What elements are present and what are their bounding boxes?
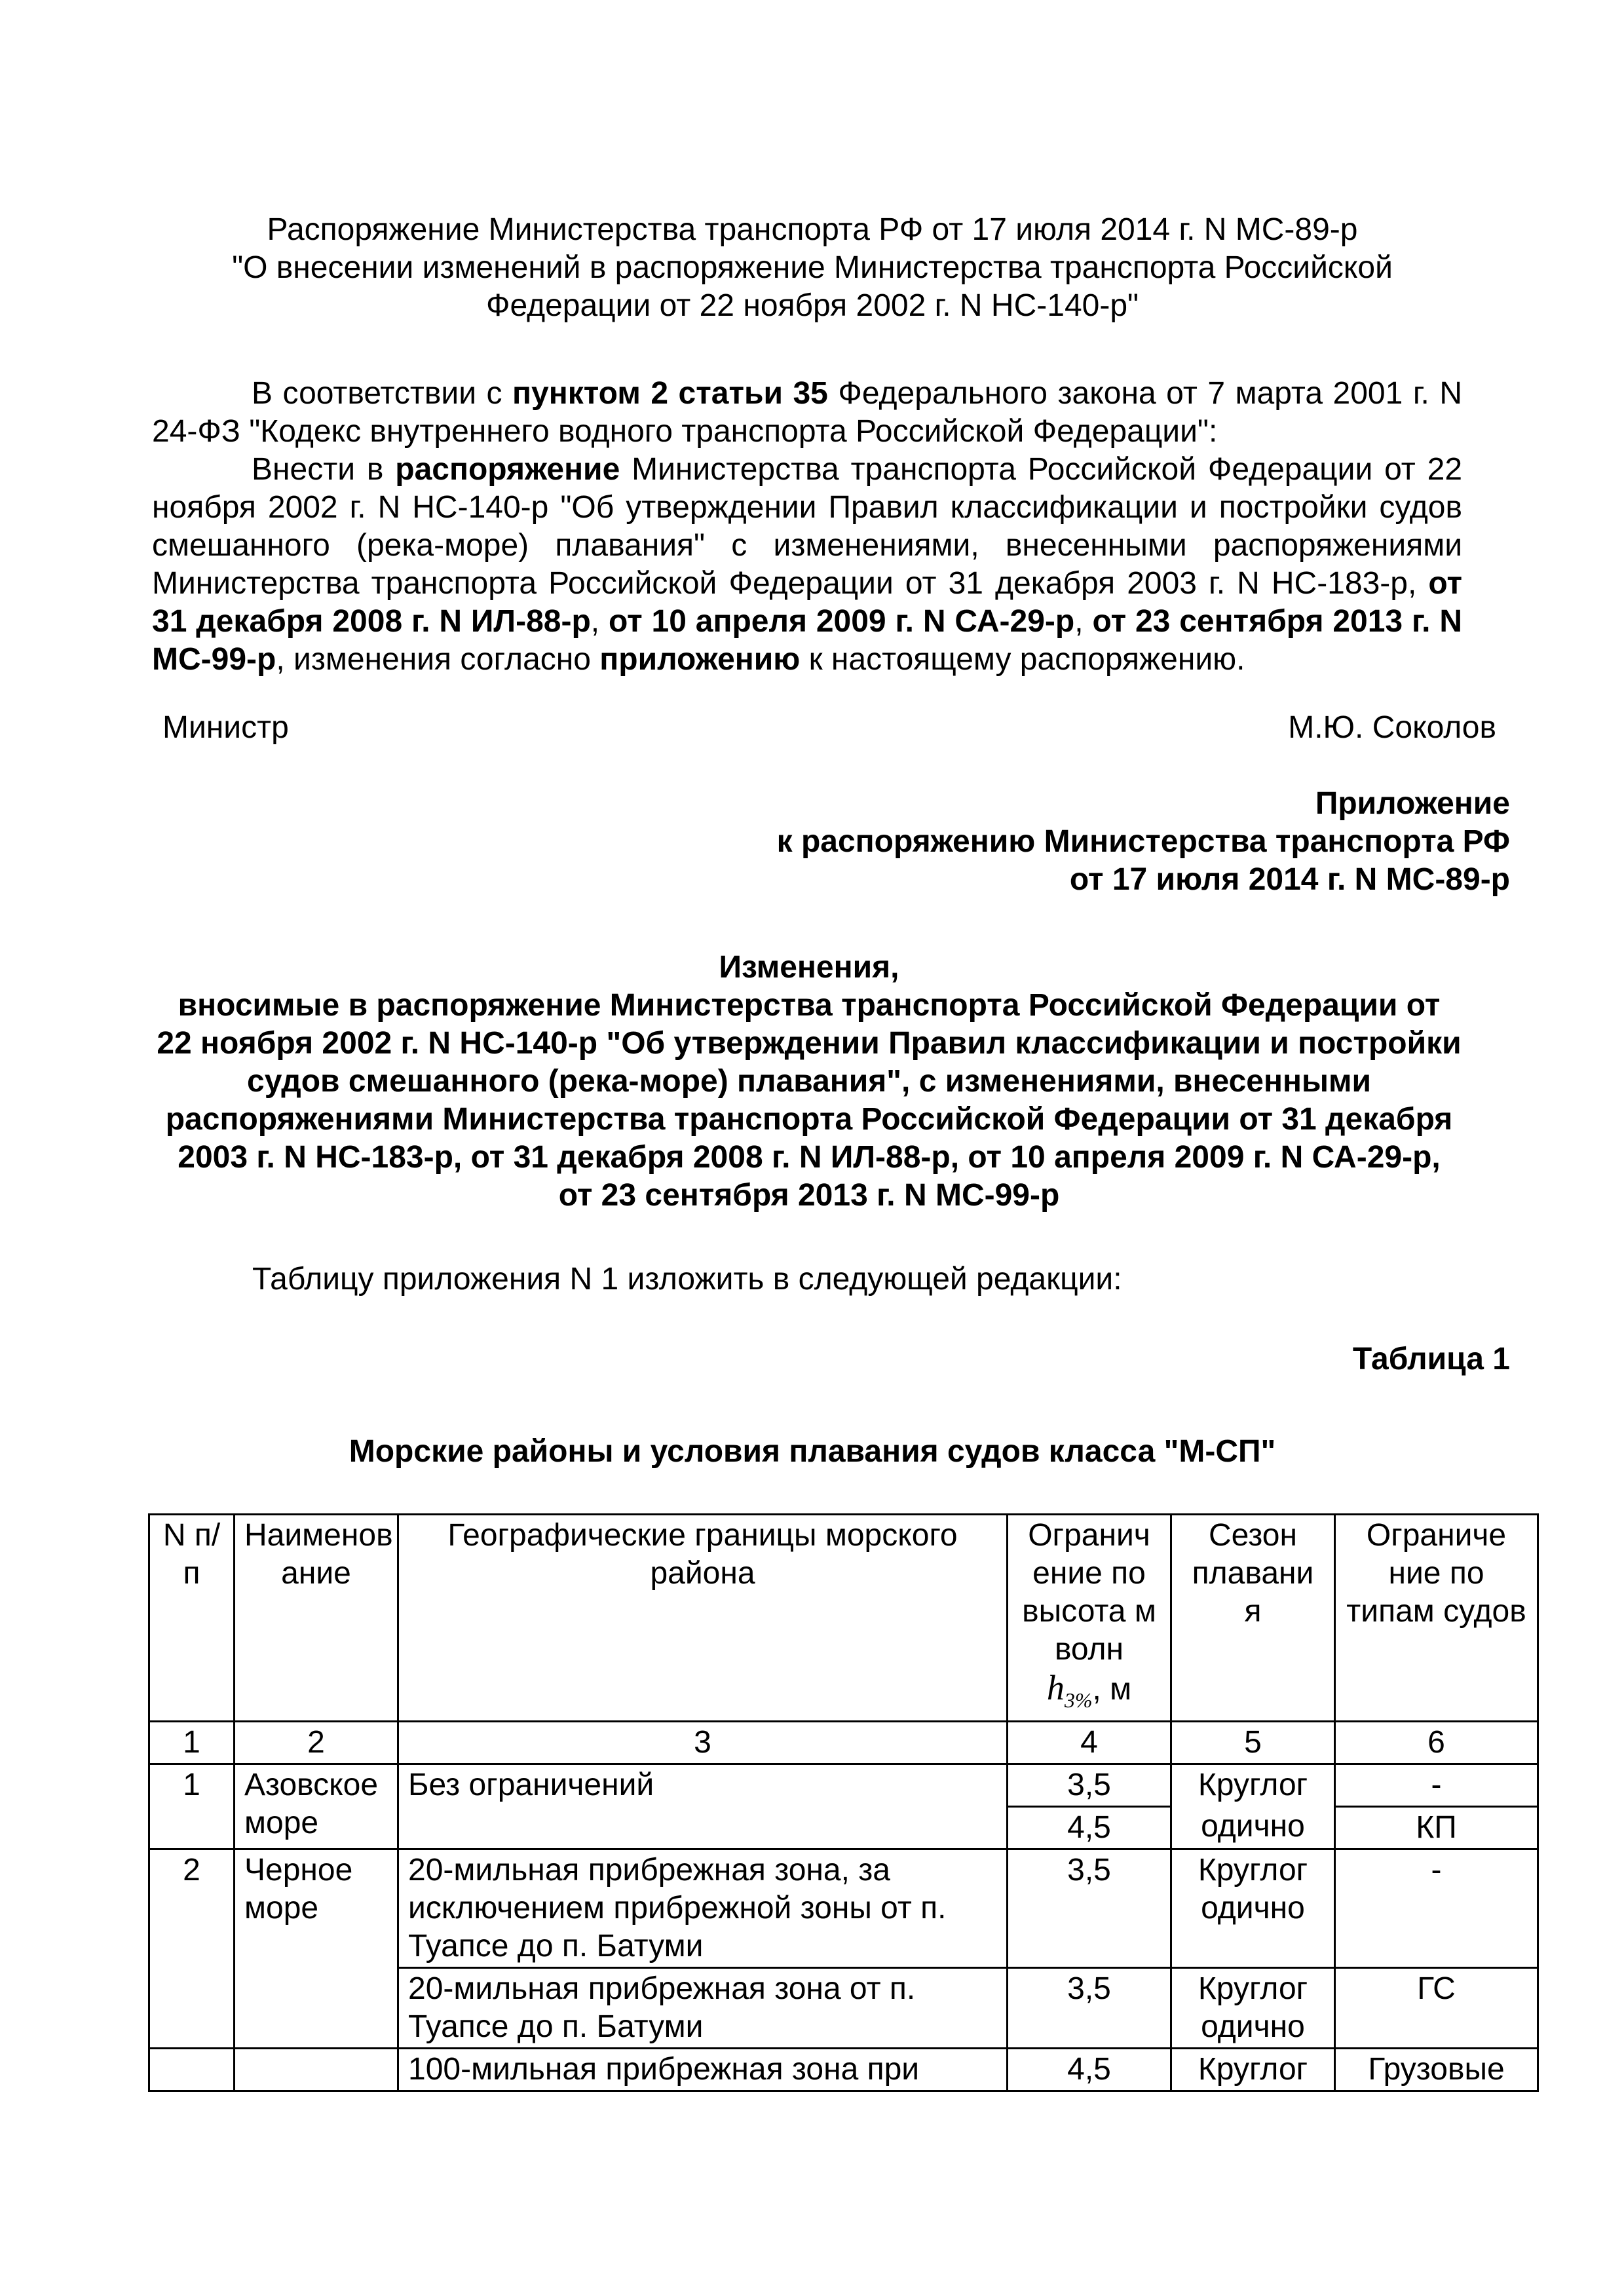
document-header	[170, 211, 1454, 325]
appendix-line-3: от 17 июля 2014 г. N МС-89-р	[1069, 862, 1510, 897]
changes-title-line-2: вносимые в распоряжение Министерства транспорта Российской Федерации от	[178, 988, 1441, 1023]
intro-text: В соответствии с	[252, 376, 513, 411]
header-wave-limit	[1008, 1515, 1171, 1722]
season: Круглог одично	[1171, 1849, 1335, 1967]
signatory-position: Министр	[162, 710, 289, 745]
wave-limit: 3,5	[1008, 1849, 1171, 1967]
table-number: Таблица 1	[1352, 1342, 1510, 1376]
wave-limit: 4,5	[1008, 1806, 1171, 1849]
intro-paragraph-1	[152, 375, 1462, 451]
changes-title-line-5: распоряжениями Министерства транспорта Российской Федерации от 31 декабря	[165, 1102, 1453, 1137]
empty-cell	[149, 2048, 235, 2091]
wave-unit: , м	[1092, 1672, 1132, 1707]
order-2013-link[interactable]: от 23 сентября 2013 г. N МС-99-р	[152, 604, 1463, 677]
header-num: N п/п	[149, 1515, 235, 1722]
header-wave-text: Огранич ение по высота м волн	[1022, 1518, 1156, 1667]
vessel-types: -	[1335, 1849, 1538, 1967]
season: Круглог	[1171, 1764, 1335, 1806]
order-2008-link[interactable]: от 31 декабря 2008 г. N ИЛ-88-р	[152, 566, 1462, 639]
changes-title-line-6: 2003 г. N НС-183-р, от 31 декабря 2008 г. N ИЛ-88-р, от 10 апреля 2009 г. N СА-29-р,	[178, 1140, 1441, 1175]
table-row	[149, 1849, 1538, 1967]
table-row	[149, 1764, 1538, 1806]
intro-text: Министерства транспорта Российской Федерации от 22 ноября 2002 г. N НС-140-р "Об утверждении Правил классификации и постройки судов смешанного (река-море) плавания" с изменениями, внесенными распоряжениями Министерства транспорта Российской Федерации от 31 декабря 2003 г. N НС-183-р,	[152, 452, 1463, 601]
changes-title	[131, 949, 1487, 1215]
area-bounds: 100-мильная прибрежная зона при	[398, 2048, 1008, 2091]
vessel-types: КП	[1335, 1806, 1538, 1849]
vessel-types: ГС	[1335, 1967, 1538, 2048]
wave-limit: 4,5	[1008, 2048, 1171, 2091]
wave-limit: 3,5	[1008, 1967, 1171, 2048]
signatory-name: М.Ю. Соколов	[1288, 710, 1496, 745]
intro-paragraph-2	[152, 451, 1462, 679]
appendix-link[interactable]: приложению	[599, 642, 801, 677]
changes-title-line-7: от 23 сентября 2013 г. N МС-99-р	[558, 1178, 1060, 1213]
season: Круглог одично	[1171, 1967, 1335, 2048]
table-row	[149, 2048, 1538, 2091]
col-number: 2	[235, 1721, 398, 1764]
col-number: 6	[1335, 1721, 1538, 1764]
wave-limit: 3,5	[1008, 1764, 1171, 1806]
wave-sub: 3%	[1064, 1688, 1093, 1712]
order-link[interactable]: распоряжение	[395, 452, 620, 487]
changes-title-line-4: судов смешанного (река-море) плавания", с изменениями, внесенными	[247, 1064, 1371, 1099]
area-name: Черное море	[235, 1849, 398, 2048]
table-header-row	[149, 1515, 1538, 1722]
wave-height-symbol	[1046, 1668, 1093, 1712]
col-number: 1	[149, 1721, 235, 1764]
intro-text: Внести в	[252, 452, 396, 487]
header-line-3: Федерации от 22 ноября 2002 г. N НС-140-р"	[485, 288, 1139, 323]
sea-areas-table	[148, 1513, 1539, 2092]
vessel-types: -	[1335, 1764, 1538, 1806]
area-bounds: 20-мильная прибрежная зона от п. Туапсе до п. Батуми	[398, 1967, 1008, 2048]
table-title: Морские районы и условия плавания судов класса "М-СП"	[349, 1434, 1276, 1469]
intro-text: к настоящему распоряжению.	[800, 642, 1245, 677]
intro-text: ,	[1074, 604, 1093, 639]
row-number: 1	[149, 1764, 235, 1849]
intro-text: , изменения согласно	[276, 642, 600, 677]
signature-block	[162, 709, 1496, 747]
intro-section	[152, 375, 1462, 679]
header-line-1: Распоряжение Министерства транспорта РФ от 17 июля 2014 г. N МС-89-р	[267, 212, 1358, 247]
appendix-line-2: к распоряжению Министерства транспорта РФ	[776, 824, 1510, 859]
season: Круглог	[1171, 2048, 1335, 2091]
intro-text: ,	[590, 604, 609, 639]
table-instruction: Таблицу приложения N 1 изложить в следующей редакции:	[252, 1262, 1122, 1297]
col-number: 4	[1008, 1721, 1171, 1764]
season: одично	[1171, 1806, 1335, 1849]
header-line-2: "О внесении изменений в распоряжение Министерства транспорта Российской	[232, 250, 1393, 285]
changes-title-line-1: Изменения,	[719, 950, 899, 985]
intro-text: Федерального закона от 7 марта 2001 г. N 24-ФЗ "Кодекс внутреннего водного транспорта Российской Федерации":	[152, 376, 1462, 449]
header-season: Сезон плавани я	[1171, 1515, 1335, 1722]
appendix-reference	[590, 785, 1510, 899]
law-article-link[interactable]: пунктом 2 статьи 35	[512, 376, 828, 411]
column-numbers-row	[149, 1721, 1538, 1764]
appendix-line-1: Приложение	[1315, 786, 1510, 821]
row-number: 2	[149, 1849, 235, 2048]
col-number: 5	[1171, 1721, 1335, 1764]
order-2009-link[interactable]: от 10 апреля 2009 г. N СА-29-р	[609, 604, 1075, 639]
vessel-types: Грузовые	[1335, 2048, 1538, 2091]
area-bounds: Без ограничений	[398, 1764, 1008, 1849]
header-name: Наименов ание	[235, 1515, 398, 1722]
header-vessel-types: Ограниче ние по типам судов	[1335, 1515, 1538, 1722]
area-bounds: 20-мильная прибрежная зона, за исключением прибрежной зоны от п. Туапсе до п. Батуми	[398, 1849, 1008, 1967]
changes-title-line-3: 22 ноября 2002 г. N НС-140-р "Об утверждении Правил классификации и постройки	[157, 1026, 1462, 1061]
empty-cell	[235, 2048, 398, 2091]
col-number: 3	[398, 1721, 1008, 1764]
header-bounds: Географические границы морского района	[398, 1515, 1008, 1722]
area-name: Азовское море	[235, 1764, 398, 1849]
wave-h: h	[1046, 1668, 1065, 1707]
